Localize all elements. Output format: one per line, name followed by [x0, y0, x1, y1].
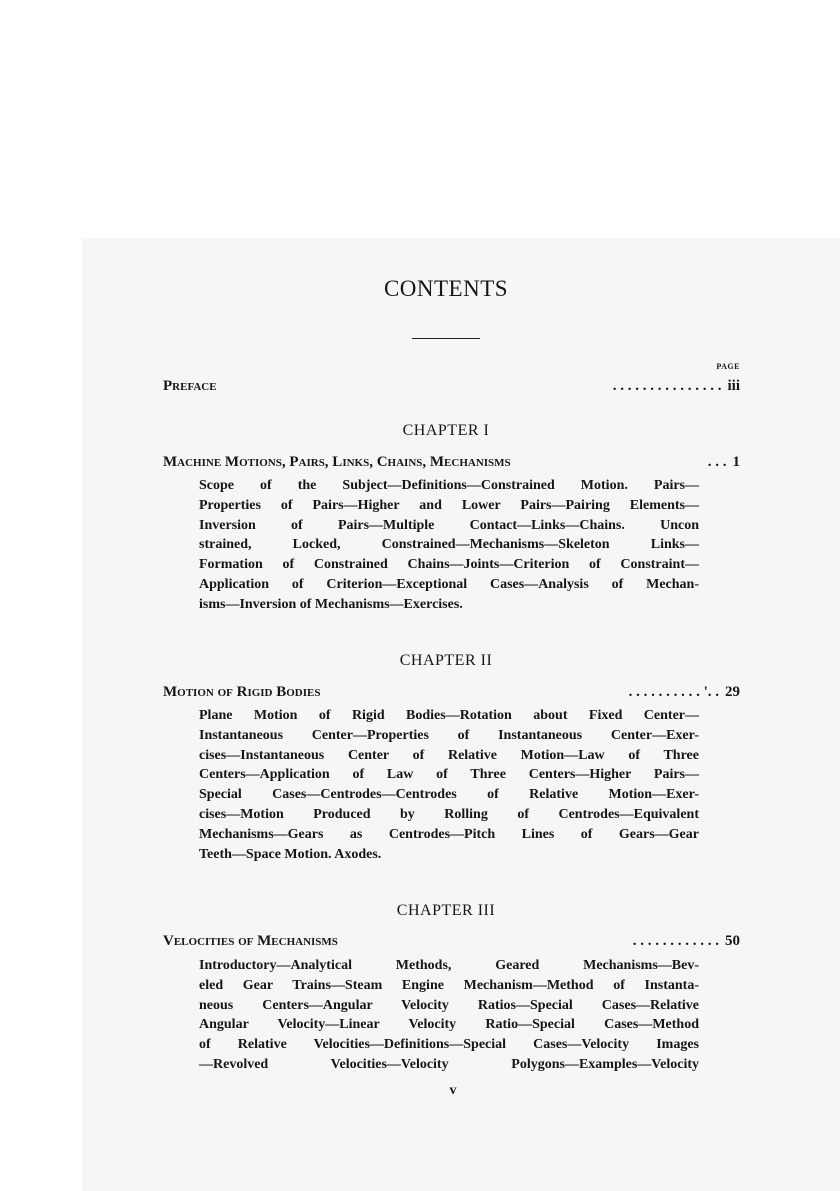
summary-line: Plane Motion of Rigid Bodies—Rotation about Fixed Center—: [199, 708, 699, 723]
toc-entry-title: Machine Motions, Pairs, Links, Chains, Mechanisms: [163, 454, 511, 470]
summary-line: Inversion of Pairs—Multiple Contact—Links—Chains. Uncon: [199, 517, 699, 533]
summary-line: of Relative Velocities—Definitions—Special Cases—Velocity Images: [199, 1037, 699, 1053]
summary-line: Mechanisms—Gears as Centrodes—Pitch Lines of Gears—Gear: [199, 826, 699, 842]
page-folio: v: [449, 1083, 457, 1098]
toc-entry-title: Preface: [163, 378, 217, 394]
title-rule-divider: [412, 338, 480, 339]
toc-entry-chapter-2[interactable]: [163, 684, 740, 704]
toc-entry-title: Velocities of Mechanisms: [163, 933, 338, 949]
summary-line: isms—Inversion of Mechanisms—Exercises.: [199, 596, 463, 612]
toc-entry-title: Motion of Rigid Bodies: [163, 684, 321, 700]
dot-leader: . . .: [707, 454, 727, 470]
chapter-heading: CHAPTER II: [399, 652, 493, 669]
chapter-summary: [199, 956, 699, 1075]
toc-page-number: 1: [732, 454, 740, 470]
toc-page-number: iii: [727, 378, 740, 394]
summary-line: strained, Locked, Constrained—Mechanisms—Skeleton Links—: [199, 537, 699, 553]
summary-line: Properties of Pairs—Higher and Lower Pairs—Pairing Elements—: [199, 497, 699, 513]
summary-line: cises—Instantaneous Center of Relative Motion—Law of Three: [199, 747, 699, 763]
toc-page-number: 29: [725, 684, 740, 700]
chapter-summary: [199, 706, 699, 864]
summary-line: —Revolved Velocities—Velocity Polygons—Examples—Velocity: [199, 1056, 699, 1072]
summary-line: Special Cases—Centrodes—Centrodes of Relative Motion—Exer-: [199, 787, 699, 803]
chapter-heading: CHAPTER I: [402, 422, 490, 439]
summary-line: Angular Velocity—Linear Velocity Ratio—Special Cases—Method: [199, 1017, 699, 1033]
chapter-summary: [199, 476, 699, 615]
summary-line: neous Centers—Angular Velocity Ratios—Special Cases—Relative: [199, 997, 699, 1013]
toc-entry-chapter-1[interactable]: [163, 454, 740, 474]
chapter-heading: CHAPTER III: [396, 902, 496, 919]
dot-leader: . . . . . . . . . . . . . . .: [612, 378, 722, 394]
summary-line: Application of Criterion—Exceptional Cases—Analysis of Mechan-: [199, 576, 699, 592]
page-title: CONTENTS: [383, 276, 509, 301]
summary-line: Teeth—Space Motion. Axodes.: [199, 846, 382, 862]
summary-line: Instantaneous Center—Properties of Instantaneous Center—Exer-: [199, 727, 699, 743]
summary-line: Centers—Application of Law of Three Centers—Higher Pairs—: [199, 767, 699, 783]
dot-leader: . . . . . . . . . . . .: [632, 933, 719, 949]
toc-entry-preface[interactable]: [163, 378, 740, 398]
page-column-label: PAGE: [716, 362, 740, 371]
toc-page-number: 50: [725, 933, 740, 949]
summary-line: Scope of the Subject—Definitions—Constrained Motion. Pairs—: [199, 478, 699, 493]
toc-entry-chapter-3[interactable]: [163, 933, 740, 953]
summary-line: Formation of Constrained Chains—Joints—Criterion of Constraint—: [199, 557, 699, 573]
summary-line: cises—Motion Produced by Rolling of Centrodes—Equivalent: [199, 806, 699, 822]
dot-leader: . . . . . . . . . . '. .: [628, 684, 719, 700]
summary-line: Introductory—Analytical Methods, Geared Mechanisms—Bev-: [199, 958, 699, 973]
summary-line: eled Gear Trains—Steam Engine Mechanism—Method of Instanta-: [199, 977, 699, 993]
